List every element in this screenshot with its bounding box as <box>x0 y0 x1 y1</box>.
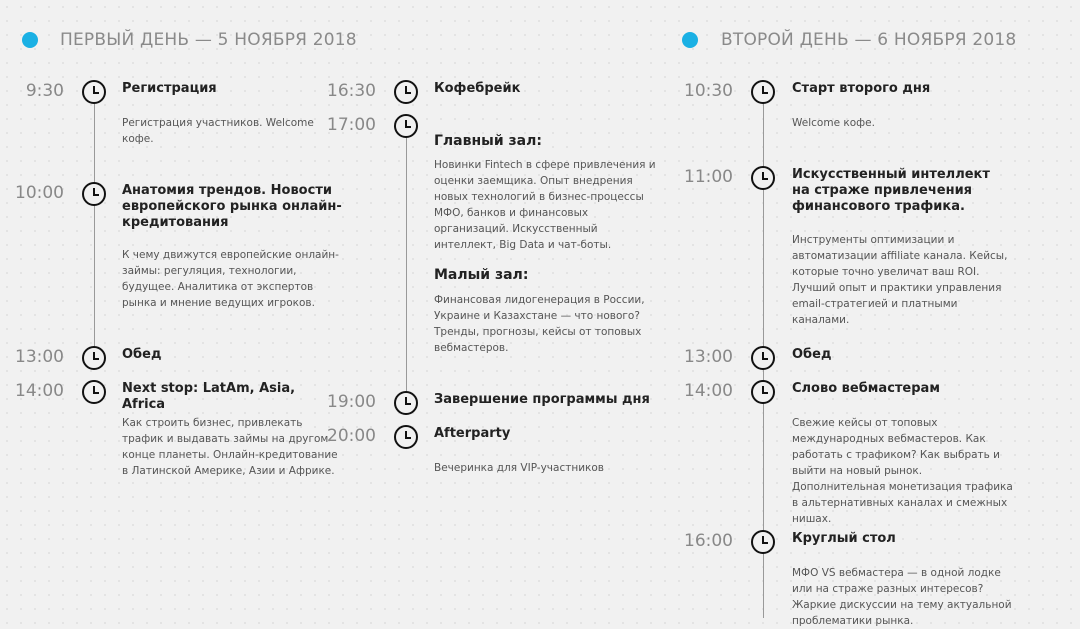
event-small-desc: Финансовая лидогенерация в России, Украине и Казахстане — что нового? Тренды, прогнозы, кейсы от топовых вебмастеров. <box>434 294 645 354</box>
event-desc: Инструменты оптимизации и автоматизации affiliate канала. Кейсы, которые точно увеличат ваш ROI. Лучший опыт и практики управления email-стратегией и платными каналами. <box>792 234 1008 326</box>
event-time: 14:00 <box>15 381 64 401</box>
day1-header: ПЕРВЫЙ ДЕНЬ — 5 НОЯБРЯ 2018 <box>60 30 357 50</box>
event-time: 19:00 <box>327 392 376 412</box>
clock-icon <box>82 346 106 370</box>
event-time: 16:30 <box>327 81 376 101</box>
event-desc: Свежие кейсы от топовых международных вебмастеров. Как работать с трафиком? Как выбрать и выйти на новый рынок. Дополнительная монетизация трафика в альтернативных каналах и смежных нишах. <box>792 417 1013 525</box>
event-title: Обед <box>122 347 162 362</box>
event-desc: Welcome кофе. <box>792 117 875 129</box>
event-title: Искусственный интеллект на страже привлечения финансового трафика. <box>792 167 990 214</box>
event-time: 13:00 <box>684 347 733 367</box>
event-time: 14:00 <box>684 381 733 401</box>
event-title: Afterparty <box>434 426 511 441</box>
event-desc: Регистрация участников. Welcome кофе. <box>122 117 314 145</box>
day1-dot <box>22 32 38 48</box>
event-time: 13:00 <box>15 347 64 367</box>
event-time: 10:30 <box>684 81 733 101</box>
event-time: 16:00 <box>684 531 733 551</box>
event-title: Регистрация <box>122 81 217 96</box>
event-title: Слово вебмастерам <box>792 381 940 396</box>
event-desc: МФО VS вебмастера — в одной лодке или на страже разных интересов? Жаркие дискуссии на тему актуальной проблематики рынка. <box>792 567 1012 627</box>
event-desc: Как строить бизнес, привлекать трафик и выдавать займы на другом конце планеты. Онлайн-кредитование в Латинской Америке, Азии и Африке. <box>122 417 338 477</box>
clock-icon <box>751 166 775 190</box>
clock-icon <box>751 380 775 404</box>
event-time: 17:00 <box>327 115 376 135</box>
event-main-desc: Новинки Fintech в сфере привлечения и оценки заемщика. Опыт внедрения новых технологий в бизнес-процессы МФО, банков и финансовых организаций. Искусственный интеллект, Big Data и чат-боты. <box>434 159 656 251</box>
clock-icon <box>82 80 106 104</box>
event-title: Next stop: LatAm, Asia, Africa <box>122 381 296 412</box>
event-small-hall: Малый зал: <box>434 267 529 283</box>
event-time: 9:30 <box>25 81 64 101</box>
event-title: Анатомия трендов. Новости европейского рынка онлайн-кредитования <box>122 183 342 230</box>
event-main-hall: Главный зал: <box>434 133 542 149</box>
timeline-line <box>94 92 95 358</box>
clock-icon <box>394 80 418 104</box>
day2-header: ВТОРОЙ ДЕНЬ — 6 НОЯБРЯ 2018 <box>721 30 1017 50</box>
clock-icon <box>751 346 775 370</box>
timeline-line <box>406 126 407 403</box>
event-time: 10:00 <box>15 183 64 203</box>
event-title: Круглый стол <box>792 531 896 546</box>
event-title: Кофебрейк <box>434 81 521 96</box>
clock-icon <box>751 530 775 554</box>
day2-dot <box>682 32 698 48</box>
event-time: 20:00 <box>327 426 376 446</box>
event-title: Старт второго дня <box>792 81 931 96</box>
event-desc: Вечеринка для VIP-участников <box>434 462 604 474</box>
event-desc: К чему движутся европейские онлайн-займы: регуляция, технологии, будущее. Аналитика от экспертов рынка и мнение ведущих игроков. <box>122 249 339 309</box>
event-title: Обед <box>792 347 832 362</box>
clock-icon <box>394 425 418 449</box>
clock-icon <box>82 380 106 404</box>
clock-icon <box>82 182 106 206</box>
clock-icon <box>751 80 775 104</box>
event-title: Завершение программы дня <box>434 392 650 407</box>
clock-icon <box>394 114 418 138</box>
clock-icon <box>394 391 418 415</box>
event-time: 11:00 <box>684 167 733 187</box>
